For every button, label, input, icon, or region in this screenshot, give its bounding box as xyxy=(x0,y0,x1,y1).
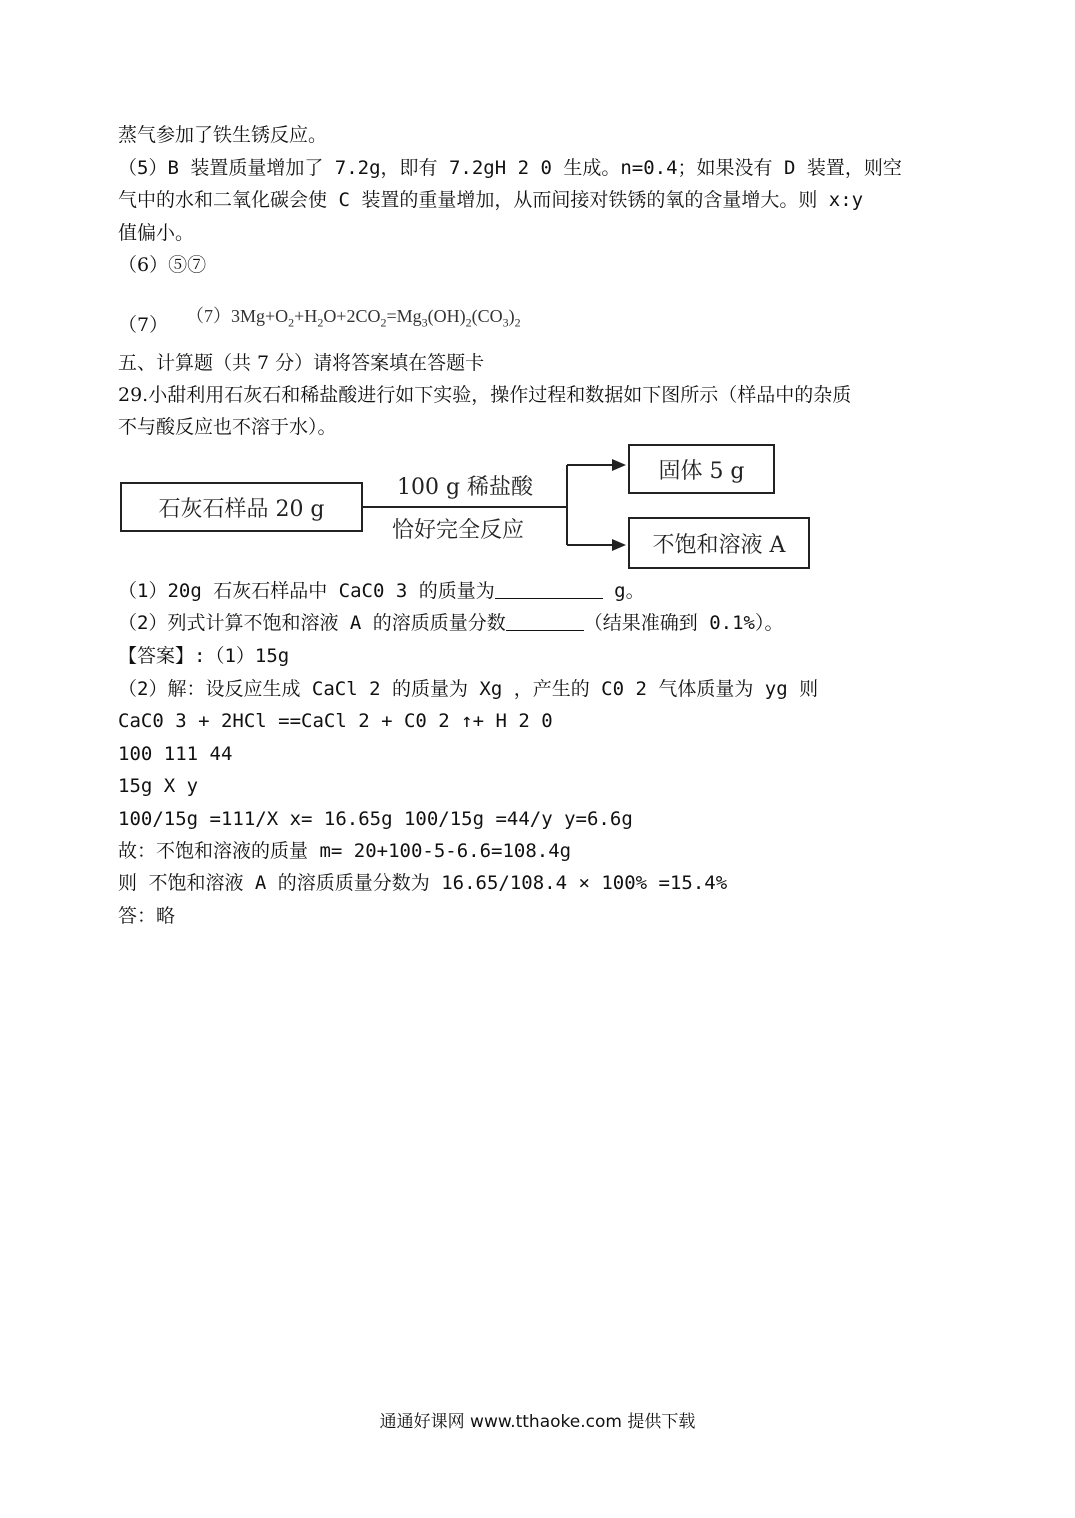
text-line: 蒸气参加了铁生锈反应。 xyxy=(118,124,328,146)
solution-box: 不饱和溶液 A xyxy=(628,517,810,569)
text-line: （6）⑤⑦ xyxy=(118,254,207,276)
section-heading: 五、计算题（共 7 分）请将答案填在答题卡 xyxy=(118,352,485,374)
solid-box: 固体 5 g xyxy=(628,444,775,494)
answer-line: 故：不饱和溶液的质量 m= 20+100-5-6.6=108.4g xyxy=(118,840,572,862)
text-line: 气中的水和二氧化碳会使 C 装置的重量增加，从而间接对铁锈的氧的含量增大。则 x:y xyxy=(118,189,864,211)
answer-line: 100/15g =111/X x= 16.65g 100/15g =44/y y=6.6g xyxy=(118,808,633,830)
answer-line: 则 不饱和溶液 A 的溶质质量分数为 16.65/108.4 × 100% =15.4% xyxy=(118,872,728,894)
text-line: （5）B 装置质量增加了 7.2g，即有 7.2gH 2 0 生成。n=0.4；如果没有 D 装置，则空 xyxy=(118,157,902,179)
text-line: 值偏小。 xyxy=(118,222,195,244)
question-text: 29.小甜利用石灰石和稀盐酸进行如下实验，操作过程和数据如下图所示（样品中的杂质 xyxy=(118,384,852,406)
footer-credit: 通通好课网 www.tthaoke.com 提供下载 xyxy=(379,1412,696,1432)
equation-image: $(7)3Mg+O_2+H_2O+2CO_2=Mg_3(OH)_2(CO_3)_2$ xyxy=(186,306,521,330)
answer-line: 答：略 xyxy=(118,905,176,927)
sub-question-2: （2）列式计算不饱和溶液 A 的溶质质量分数 （结果准确到 0.1%）。 xyxy=(118,612,784,634)
answer-blank xyxy=(506,610,584,631)
answer-line: （2）解：设反应生成 CaCl 2 的质量为 Xg ，产生的 C0 2 气体质量为 yg 则 xyxy=(118,678,819,700)
answer-line: 15g X y xyxy=(118,775,199,797)
condition-label: 恰好完全反应 xyxy=(392,518,525,543)
sample-box: 石灰石样品 20 g xyxy=(120,482,363,532)
reagent-label: 100 g 稀盐酸 xyxy=(397,475,534,500)
answer-line: 【答案】:（1）15g xyxy=(118,645,290,667)
flow-arrows xyxy=(0,0,1075,600)
answer-blank xyxy=(495,578,603,599)
question-text: 不与酸反应也不溶于水）。 xyxy=(118,416,337,438)
answer-line: 100 111 44 xyxy=(118,743,233,765)
answer-line: CaC0 3 + 2HCl ==CaCl 2 + C0 2 ↑+ H 2 0 xyxy=(118,710,553,732)
text-line: （7） xyxy=(118,314,169,336)
sub-question-1: （1）20g 石灰石样品中 CaC0 3 的质量为 g。 xyxy=(118,580,645,602)
